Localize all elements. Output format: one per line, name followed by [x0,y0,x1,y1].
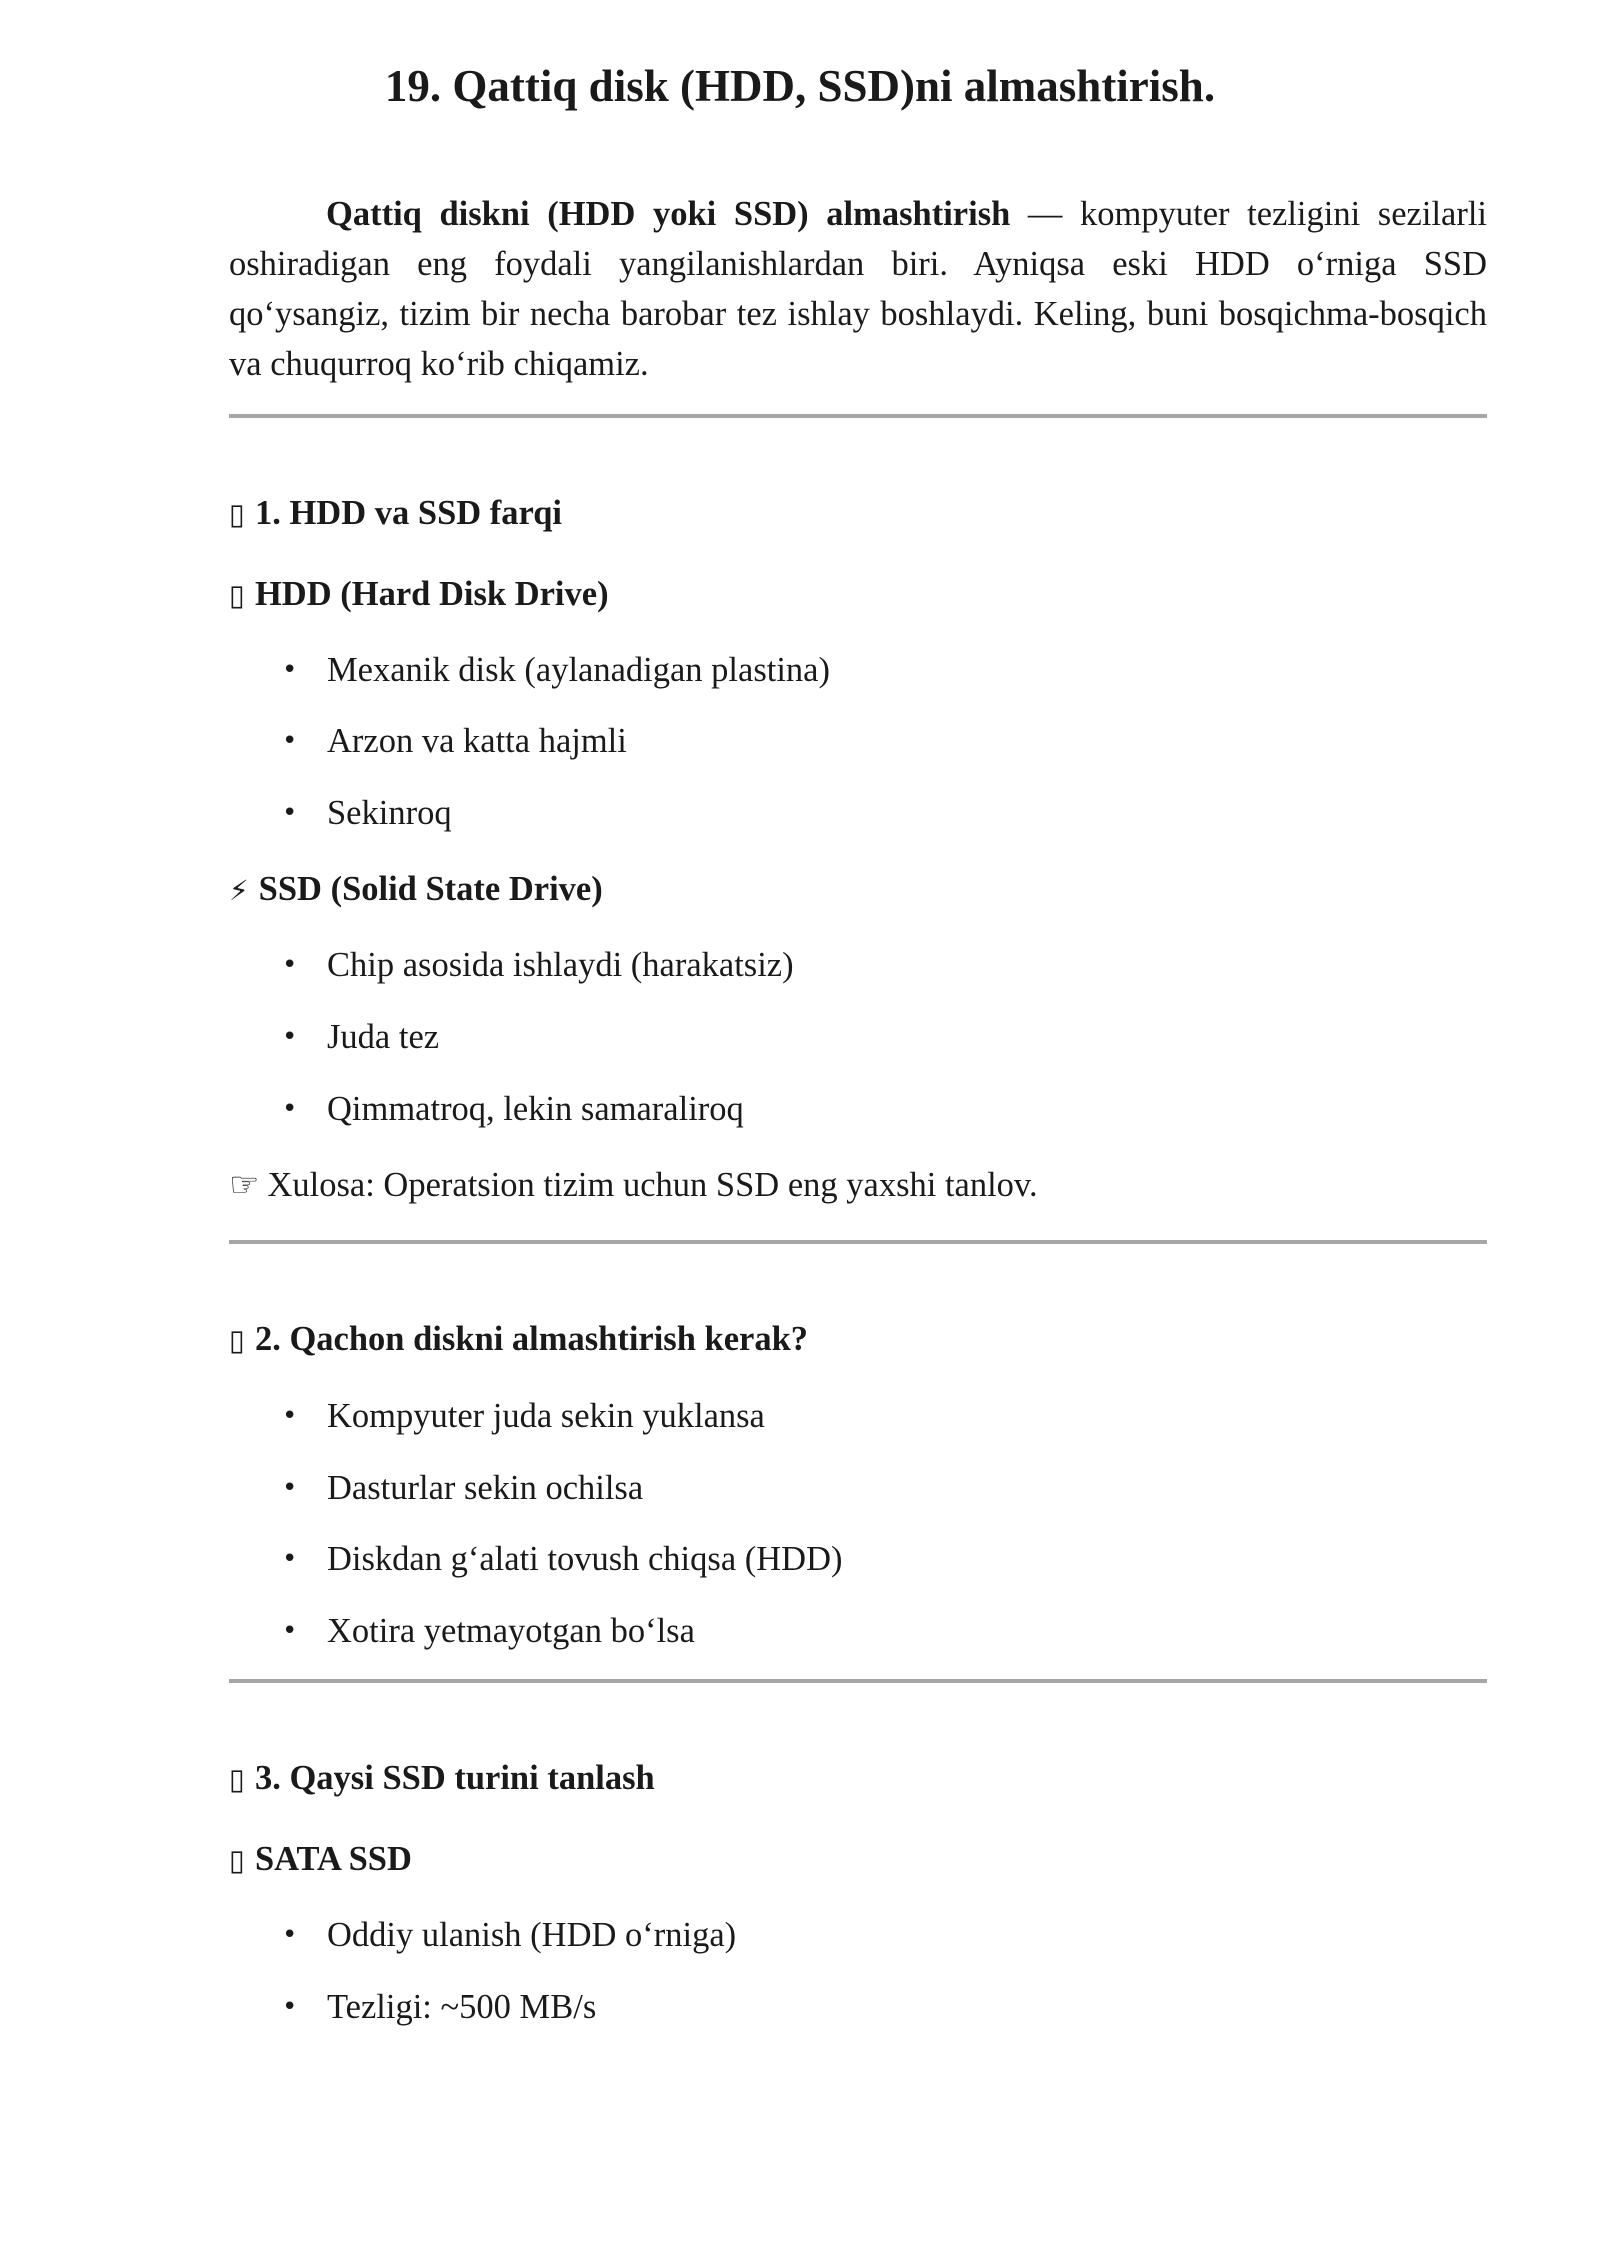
list-item [282,645,830,695]
list-item [282,940,794,990]
ssd-heading [229,864,603,916]
bullet-icon: • [282,1920,298,1950]
list-item-text: Sekinroq [327,794,452,832]
missing-glyph-icon: ▯ [229,1762,245,1796]
list-item-text: Juda tez [327,1018,440,1056]
list-item-text: Qimmatroq, lekin samaraliroq [327,1090,744,1128]
list-item [282,1910,737,1960]
conclusion [229,1160,1038,1210]
missing-glyph-icon: ▯ [229,1843,245,1877]
list-item [282,716,627,766]
bullet-icon: • [282,1022,298,1052]
list-item [282,1982,597,2032]
list-item-text: Diskdan g‘alati tovush chiqsa (HDD) [327,1540,843,1578]
bullet-icon: • [282,950,298,980]
list-item-text: Tezligi: ~500 MB/s [327,1988,597,2026]
page-title: 19. Qattiq disk (HDD, SSD)ni almashtirish. [384,61,1216,111]
hdd-heading [229,569,609,620]
list-item [282,1084,744,1134]
bullet-icon: • [282,1473,298,1503]
section1-heading-text: 1. HDD va SSD farqi [254,494,562,532]
bullet-icon: • [282,1401,298,1431]
list-item [282,1463,644,1513]
bullet-icon: • [282,1544,298,1574]
list-item-text: Arzon va katta hajmli [327,722,627,760]
section3-heading [229,1753,655,1804]
list-item-text: Oddiy ulanish (HDD o‘rniga) [327,1916,737,1954]
list-item [282,788,452,838]
ssd-heading-text: SSD (Solid State Drive) [258,870,603,908]
bullet-icon: • [282,1094,298,1124]
list-item [282,1391,765,1441]
list-item-text: Mexanik disk (aylanadigan plastina) [327,651,830,689]
bullet-icon: • [282,798,298,828]
missing-glyph-icon: ▯ [229,1323,245,1357]
lightning-icon: ⚡ [229,874,249,907]
divider [229,1679,1487,1683]
missing-glyph-icon: ▯ [229,497,245,531]
conclusion-text: Xulosa: Operatsion tizim uchun SSD eng yaxshi tanlov. [267,1166,1038,1204]
intro-bold-lead: Qattiq diskni (HDD yoki SSD) almashtirish [326,195,1011,233]
bullet-icon: • [282,726,298,756]
bullet-icon: • [282,1992,298,2022]
sata-ssd-heading [229,1834,412,1885]
bullet-icon: • [282,1616,298,1646]
sata-ssd-heading-text: SATA SSD [254,1840,412,1878]
divider [229,414,1487,418]
list-item [282,1534,843,1584]
divider [229,1240,1487,1244]
bullet-icon: • [282,655,298,685]
pointing-hand-icon: ☞ [229,1165,260,1205]
intro-paragraph [229,189,1487,389]
list-item-text: Kompyuter juda sekin yuklansa [327,1397,765,1435]
list-item-text: Dasturlar sekin ochilsa [327,1469,644,1507]
list-item [282,1012,440,1062]
missing-glyph-icon: ▯ [229,578,245,612]
section3-heading-text: 3. Qaysi SSD turini tanlash [254,1759,655,1797]
list-item [282,1606,695,1656]
section2-heading [229,1314,808,1365]
list-item-text: Chip asosida ishlaydi (harakatsiz) [327,946,794,984]
section1-heading [229,488,562,539]
hdd-heading-text: HDD (Hard Disk Drive) [254,575,609,613]
section2-heading-text: 2. Qachon diskni almashtirish kerak? [254,1320,809,1358]
list-item-text: Xotira yetmayotgan bo‘lsa [327,1612,695,1650]
intro-text: — kompyuter tezligini sezilarli oshiradigan eng foydali yangilanishlardan biri. Ayniqsa eski HDD o‘rniga SSD qo‘ysangiz, tizim bir necha barobar tez ishlay boshlaydi. Keling, buni bosqichma-bosqich va chuqurroq ko‘rib chiqamiz. [229,195,1487,383]
